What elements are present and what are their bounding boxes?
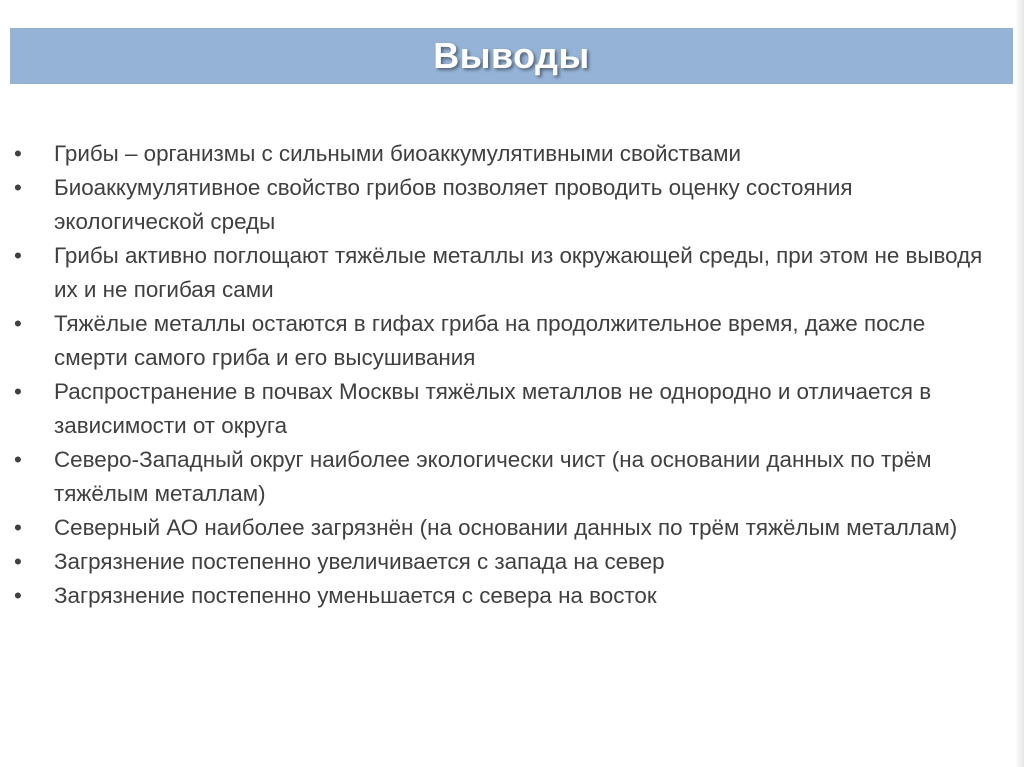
bullet-text: Северо-Западный округ наиболее экологически чист (на основании данных по трём тяжёлым металлам) — [54, 447, 932, 506]
bullet-text: Загрязнение постепенно увеличивается с запада на север — [54, 549, 665, 574]
bullet-item — [14, 307, 1004, 375]
bullet-icon: • — [14, 243, 22, 268]
bullet-item — [14, 443, 1004, 511]
bullet-text: Северный АО наиболее загрязнён (на основании данных по трём тяжёлым металлам) — [54, 515, 958, 540]
bullet-icon: • — [14, 379, 22, 404]
bullet-icon: • — [14, 549, 22, 574]
bullet-item — [14, 137, 1004, 171]
bullet-icon: • — [14, 175, 22, 200]
slide-title: Выводы — [433, 35, 590, 76]
bullet-text: Загрязнение постепенно уменьшается с севера на восток — [54, 583, 657, 608]
bullet-text: Тяжёлые металлы остаются в гифах гриба на продолжительное время, даже после смерти самого гриба и его высушивания — [54, 311, 926, 370]
bullet-item — [14, 545, 1004, 579]
bullet-item — [14, 579, 1004, 613]
bullet-icon: • — [14, 141, 22, 166]
bullet-list — [14, 137, 1004, 613]
bullet-icon: • — [14, 515, 22, 540]
bullet-text: Биоаккумулятивное свойство грибов позволяет проводить оценку состояния экологической среды — [54, 175, 853, 234]
bullet-text: Грибы активно поглощают тяжёлые металлы из окружающей среды, при этом не выводя их и не погибая сами — [54, 243, 983, 302]
bullet-icon: • — [14, 447, 22, 472]
bullet-text: Грибы – организмы с сильными биоаккумулятивными свойствами — [54, 141, 741, 166]
bullet-icon: • — [14, 583, 22, 608]
title-bar — [10, 28, 1013, 84]
bullet-text: Распространение в почвах Москвы тяжёлых металлов не однородно и отличается в зависимости от округа — [54, 379, 932, 438]
bullet-item — [14, 239, 1004, 307]
bullet-item — [14, 375, 1004, 443]
slide-edge-shadow — [1015, 0, 1024, 767]
bullet-item — [14, 511, 1004, 545]
bullet-item — [14, 171, 1004, 239]
bullet-icon: • — [14, 311, 22, 336]
